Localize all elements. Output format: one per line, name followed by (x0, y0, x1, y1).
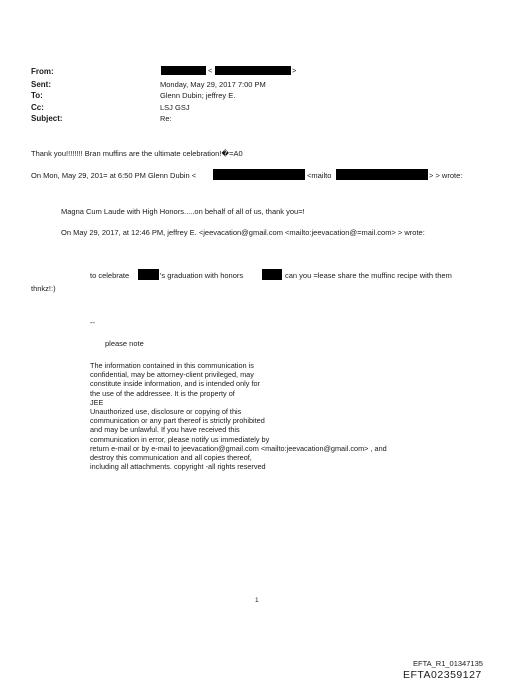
on-mon-line-start: On Mon, May 29, 201= at 6:50 PM Glenn Dubin < (31, 171, 197, 180)
cc-value: LSJ GSJ (160, 103, 190, 112)
subject-label: Subject: (31, 114, 63, 123)
on-mon-wrote: > > wrote: (429, 171, 463, 180)
notice-line: Unauthorized use, disclosure or copying of this (90, 407, 242, 417)
notice-line: destroy this communication and all copies thereof, (90, 453, 252, 463)
subject-value: Re: (160, 114, 172, 123)
from-gt: > (292, 66, 297, 75)
bates-number-large: EFTA02359127 (403, 669, 482, 681)
on-may-line: On May 29, 2017, at 12:46 PM, jeffrey E. <jeevacation@gmail.com <mailto:jeevacation@=mail.com> > wrote: (61, 228, 425, 237)
thanks-line: Thank you!!!!!!!! Bran muffins are the ultimate celebration!�=A0 (31, 149, 243, 158)
sent-label: Sent: (31, 80, 51, 89)
notice-line: communication in error, please notify us immediately by (90, 434, 270, 444)
celebrate-start: to celebrate (90, 271, 130, 280)
notice-line: confidential, may be attorney-client privileged, may (90, 370, 254, 380)
notice-line: communication or any part thereof is strictly prohibited (90, 416, 265, 426)
celebrate-mid: 's graduation with honors (160, 271, 244, 280)
cc-label: Cc: (31, 103, 44, 112)
from-label: From: (31, 67, 54, 76)
notice-line: return e-mail or by e-mail to jeevacation@gmail.com <mailto:jeevacation@gmail.com> , and (90, 443, 387, 453)
magna-line: Magna Cum Laude with High Honors.....on behalf of all of us, thank you=! (61, 207, 305, 216)
notice-line: constitute inside information, and is intended only for (90, 379, 260, 389)
redaction-name-2 (262, 269, 282, 280)
notice-line: and may be unlawful. If you have received this (90, 425, 240, 435)
page-number: 1 (255, 597, 259, 604)
celebrate-end: can you =lease share the muffinc recipe with them (285, 271, 452, 280)
sent-value: Monday, May 29, 2017 7:00 PM (160, 80, 266, 89)
confidentiality-notice (90, 361, 450, 471)
on-mon-mailto: <mailto (307, 171, 332, 180)
notice-line: including all attachments. copyright -all rights reserved (90, 462, 266, 472)
redaction-mailto-email (336, 169, 428, 180)
from-lt: < (208, 66, 213, 75)
notice-line: The information contained in this communication is (90, 361, 254, 370)
bates-number-small: EFTA_R1_01347135 (413, 659, 483, 668)
to-label: To: (31, 91, 43, 100)
please-note: please note (105, 339, 144, 348)
redaction-glenn-email (213, 169, 305, 180)
notice-line: JEE (90, 397, 104, 407)
notice-line: the use of the addressee. It is the property of (90, 388, 235, 398)
redaction-name-1 (138, 269, 159, 280)
thnkz-line: thnkz!:) (31, 284, 56, 293)
redaction-from-name (161, 66, 206, 75)
redaction-from-email (215, 66, 291, 75)
dashes: -- (90, 318, 95, 327)
to-value: Glenn Dubin; jeffrey E. (160, 91, 236, 100)
